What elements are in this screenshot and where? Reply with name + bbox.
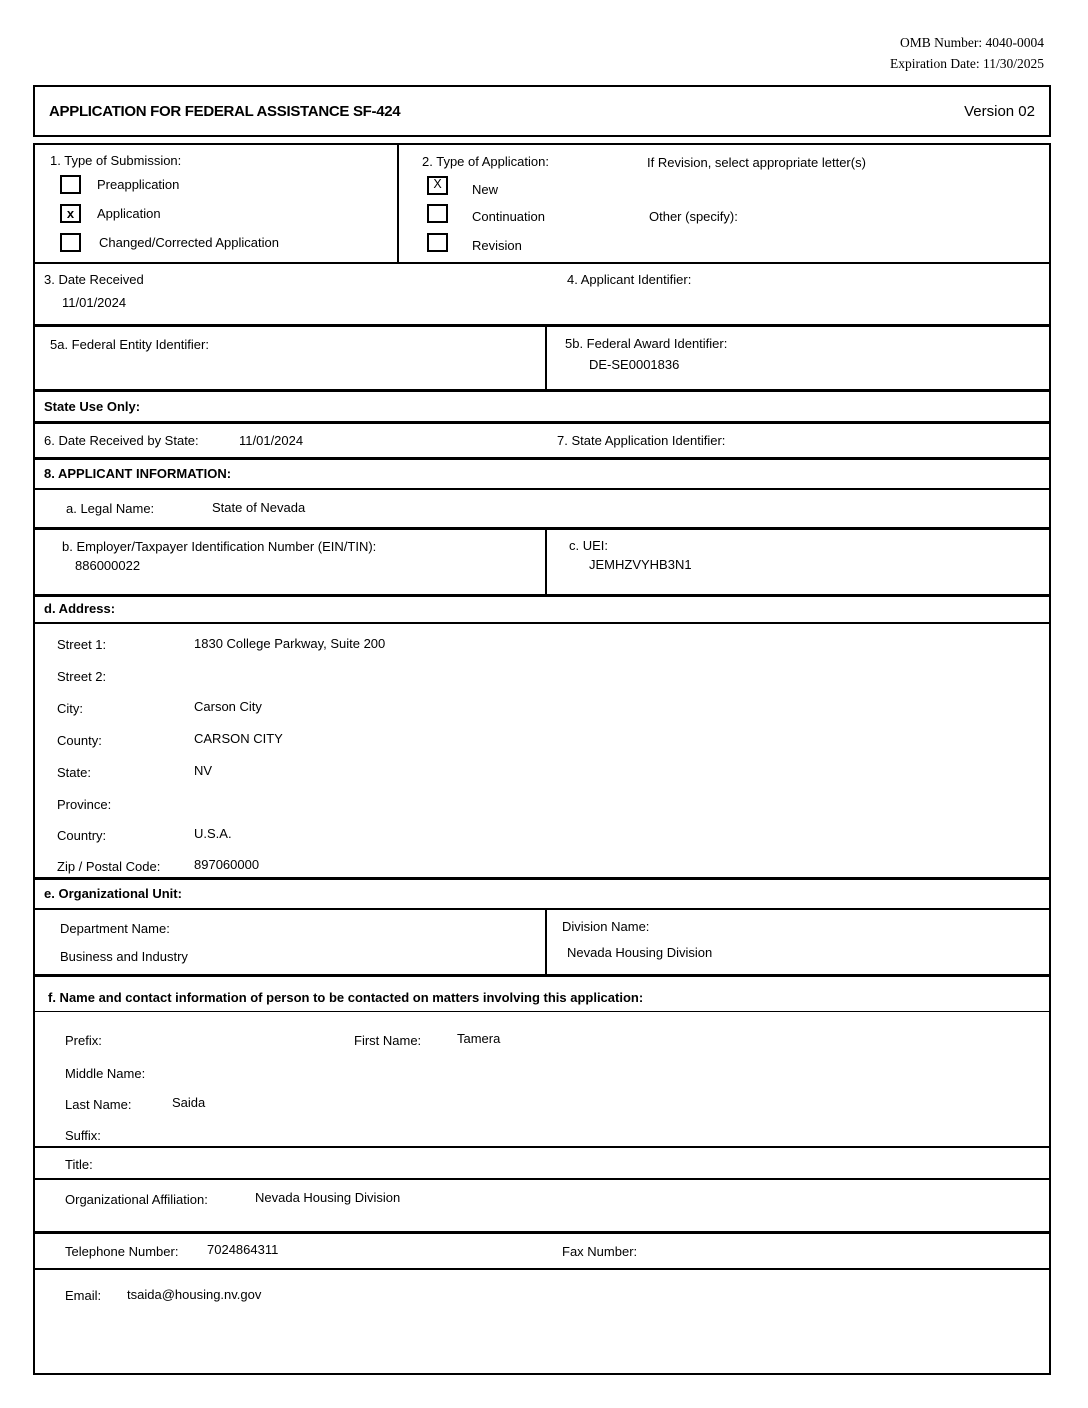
state-use-only-label: State Use Only: <box>44 399 141 414</box>
date-received-value: 11/01/2024 <box>62 295 127 310</box>
legal-name-label: a. Legal Name: <box>66 501 155 516</box>
application-checkbox[interactable] <box>60 204 81 223</box>
applicant-identifier-label: 4. Applicant Identifier: <box>567 272 692 287</box>
email-label: Email: <box>65 1288 102 1303</box>
row-department-division <box>35 910 1049 977</box>
country-value: U.S.A. <box>194 826 232 841</box>
suffix-label: Suffix: <box>65 1128 101 1143</box>
federal-entity-identifier-label: 5a. Federal Entity Identifier: <box>50 337 209 352</box>
application-label: Application <box>97 206 161 221</box>
revision-checkbox[interactable] <box>427 233 448 252</box>
first-name-label: First Name: <box>354 1033 422 1048</box>
street1-value: 1830 College Parkway, Suite 200 <box>194 636 386 651</box>
row-org-unit-header <box>35 880 1049 910</box>
first-name-value: Tamera <box>457 1031 501 1046</box>
applicant-information-label: 8. APPLICANT INFORMATION: <box>44 466 232 481</box>
street1-label: Street 1: <box>57 637 107 652</box>
uei-value: JEMHZVYHB3N1 <box>589 557 692 572</box>
county-value: CARSON CITY <box>194 731 283 746</box>
row-contact-header <box>35 977 1049 1012</box>
continuation-checkbox[interactable] <box>427 204 448 223</box>
divider <box>545 910 547 974</box>
contact-header-label: f. Name and contact information of person to be contacted on matters involving this application: <box>48 990 644 1005</box>
row-org-affiliation <box>35 1180 1049 1234</box>
omb-number: OMB Number: 4040-0004 <box>900 35 1044 50</box>
if-revision-note: If Revision, select appropriate letter(s) <box>647 155 866 170</box>
row-email <box>35 1270 1049 1371</box>
org-unit-label: e. Organizational Unit: <box>44 886 182 901</box>
prefix-label: Prefix: <box>65 1033 102 1048</box>
row-address-fields <box>35 624 1049 880</box>
org-affiliation-label: Organizational Affiliation: <box>65 1192 208 1207</box>
fax-label: Fax Number: <box>562 1244 638 1259</box>
city-value: Carson City <box>194 699 262 714</box>
omb-expiration-date: Expiration Date: 11/30/2025 <box>890 56 1044 71</box>
application-checkbox-mark: x <box>66 206 75 221</box>
department-name-label: Department Name: <box>60 921 170 936</box>
row-federal-identifiers <box>35 327 1049 392</box>
new-label: New <box>472 182 499 197</box>
divider <box>545 327 547 389</box>
row-date-received <box>35 264 1049 327</box>
date-received-by-state-label: 6. Date Received by State: <box>44 433 199 448</box>
new-checkbox[interactable] <box>427 176 448 195</box>
uei-label: c. UEI: <box>569 538 609 553</box>
county-label: County: <box>57 733 102 748</box>
telephone-label: Telephone Number: <box>65 1244 179 1259</box>
row-date-received-by-state <box>35 424 1049 460</box>
row-type-of-submission-application <box>35 145 1049 264</box>
continuation-label: Continuation <box>472 209 545 224</box>
date-received-by-state-value: 11/01/2024 <box>239 433 304 448</box>
address-label: d. Address: <box>44 601 116 616</box>
row-title <box>35 1148 1049 1180</box>
street2-label: Street 2: <box>57 669 107 684</box>
divider <box>397 145 399 262</box>
title-label: Title: <box>65 1157 93 1172</box>
row-legal-name <box>35 490 1049 530</box>
ein-label: b. Employer/Taxpayer Identification Number (EIN/TIN): <box>62 539 377 554</box>
omb-block <box>890 32 1044 74</box>
federal-award-identifier-value: DE-SE0001836 <box>589 357 680 372</box>
revision-label: Revision <box>472 238 522 253</box>
row-state-use-only <box>35 392 1049 424</box>
date-received-label: 3. Date Received <box>44 272 144 287</box>
changed-corrected-checkbox[interactable] <box>60 233 81 252</box>
row-applicant-information-header <box>35 460 1049 490</box>
form-body <box>33 143 1051 1375</box>
email-value: tsaida@housing.nv.gov <box>127 1287 262 1302</box>
state-application-identifier-label: 7. State Application Identifier: <box>557 433 726 448</box>
ein-value: 886000022 <box>75 558 141 573</box>
form-title: APPLICATION FOR FEDERAL ASSISTANCE SF-424 <box>49 102 401 120</box>
state-value: NV <box>194 763 213 778</box>
division-name-label: Division Name: <box>562 919 650 934</box>
legal-name-value: State of Nevada <box>212 500 306 515</box>
row-contact-name <box>35 1012 1049 1148</box>
divider <box>545 530 547 594</box>
last-name-label: Last Name: <box>65 1097 132 1112</box>
country-label: Country: <box>57 828 107 843</box>
province-label: Province: <box>57 797 112 812</box>
preapplication-checkbox[interactable] <box>60 175 81 194</box>
department-name-value: Business and Industry <box>60 949 188 964</box>
last-name-value: Saida <box>172 1095 206 1110</box>
state-label: State: <box>57 765 91 780</box>
middle-name-label: Middle Name: <box>65 1066 146 1081</box>
type-of-submission-label: 1. Type of Submission: <box>50 153 182 168</box>
new-checkbox-mark: X <box>433 177 442 191</box>
division-name-value: Nevada Housing Division <box>567 945 713 960</box>
telephone-value: 7024864311 <box>207 1242 279 1257</box>
form-header <box>33 85 1051 137</box>
city-label: City: <box>57 701 83 716</box>
other-specify-label: Other (specify): <box>649 209 738 224</box>
row-ein-uei <box>35 530 1049 597</box>
type-of-application-label: 2. Type of Application: <box>422 154 549 169</box>
zip-value: 897060000 <box>194 857 260 872</box>
federal-award-identifier-label: 5b. Federal Award Identifier: <box>565 336 728 351</box>
org-affiliation-value: Nevada Housing Division <box>255 1190 401 1205</box>
changed-corrected-label: Changed/Corrected Application <box>99 235 279 250</box>
form-version: Version 02 <box>964 102 1035 120</box>
row-telephone-fax <box>35 1234 1049 1270</box>
preapplication-label: Preapplication <box>97 177 180 192</box>
row-address-header <box>35 597 1049 624</box>
zip-label: Zip / Postal Code: <box>57 859 161 874</box>
